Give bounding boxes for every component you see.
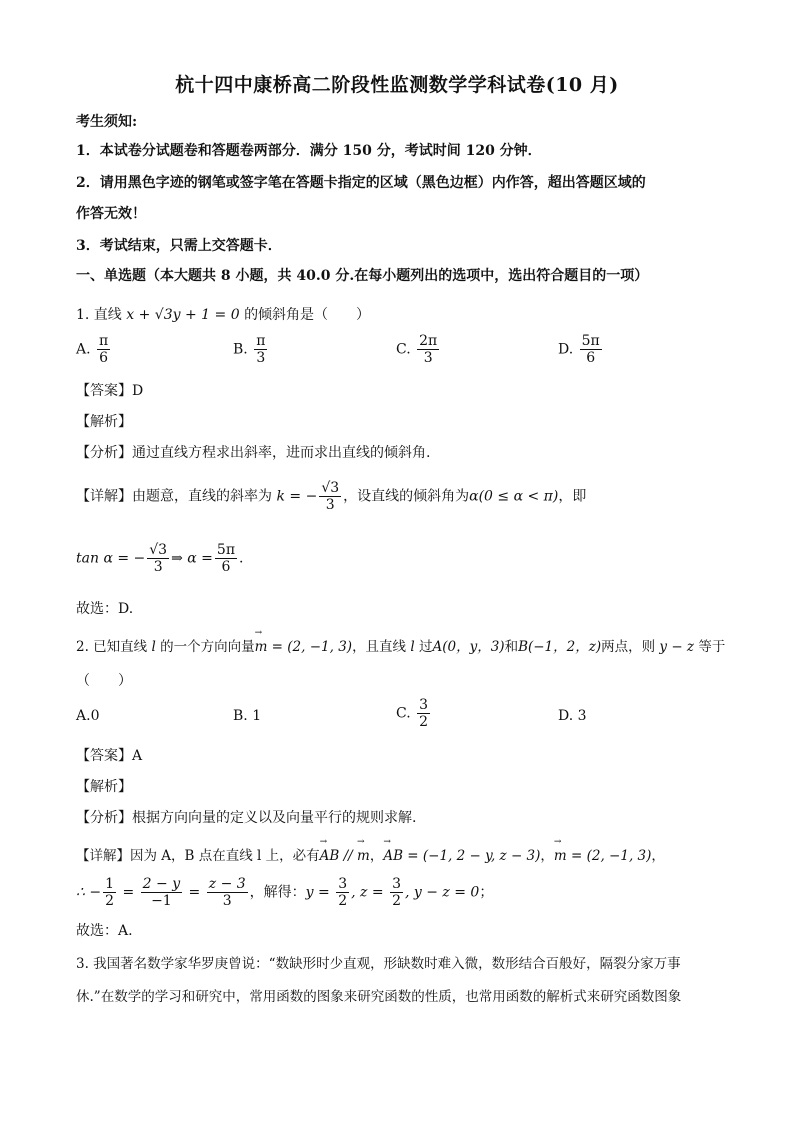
option-letter: D. (558, 708, 574, 724)
q1-option-b (233, 333, 269, 366)
point-b: B(−1，2，z) (518, 639, 602, 655)
frac-den: 3 (256, 350, 266, 366)
frac-den: 3 (222, 893, 232, 909)
detail-text: ，设直线的倾斜角为 (343, 488, 470, 505)
frac-num: 5π (216, 542, 236, 558)
ratio-fraction-1 (103, 876, 116, 909)
q2-text: 和 (504, 639, 519, 655)
q1-option-c (396, 333, 441, 366)
slope-fraction (319, 480, 341, 513)
option-letter: A. (76, 708, 91, 724)
vector-m-value: = (2, −1, 3) (566, 848, 652, 864)
frac-num: 3 (338, 876, 348, 892)
detail-text: ，即 (558, 488, 587, 505)
vector-m: → m (255, 639, 268, 655)
y-fraction (336, 876, 349, 909)
vector-m-value: = (2, −1, 3) (267, 639, 353, 655)
q2-analysis-tag (76, 776, 132, 796)
option-fraction (254, 333, 267, 366)
frac-num: 5π (581, 333, 600, 349)
frac-den: 2 (338, 893, 348, 909)
notice-item-2: 2．请用黑色字迹的钢笔或签字笔在答题卡指定的区域（黑色边框）内作答，超出答题区域的 (76, 175, 646, 191)
question-2-bracket: （ ） (76, 673, 132, 689)
q2-detail (76, 844, 665, 864)
frac-num: π (256, 333, 266, 349)
option-fraction (97, 333, 110, 366)
z-equals: , z = (351, 884, 389, 901)
q1-option-a (76, 333, 112, 366)
q2-option-b (233, 708, 261, 724)
vector-m: → m (554, 848, 567, 864)
answer-value: D (132, 383, 144, 399)
q1-fenxi (76, 442, 430, 462)
option-letter: D. (558, 341, 574, 358)
line-l: l (147, 639, 161, 655)
q2-text: 2. 已知直线 (76, 639, 148, 655)
detail-text: 由题意，直线的斜率为 (132, 488, 272, 505)
y-minus-z-result: , y − z = 0 (404, 884, 480, 901)
vector-ab: → AB (383, 848, 403, 864)
y-minus-z: y − z (655, 639, 699, 655)
fenxi-tag: 【分析】 (76, 445, 132, 461)
point-a: A(0，y，3) (432, 639, 505, 655)
separator: ， (651, 848, 665, 864)
notice-item-2-cont: 作答无效！ (76, 206, 146, 222)
frac-den: −1 (151, 893, 172, 909)
alpha-range: α(0 ≤ α < π) (469, 488, 559, 505)
therefore-sign: ∴ − (76, 884, 102, 901)
q1-detail (76, 480, 586, 513)
z-fraction (390, 876, 403, 909)
semicolon: ； (479, 884, 494, 901)
frac-num: 2π (419, 333, 438, 349)
ratio-fraction-3 (207, 876, 248, 909)
frac-num: 2 − y (142, 876, 181, 892)
analysis-tag: 【解析】 (76, 779, 132, 795)
q2-fenxi (76, 807, 416, 827)
frac-num: π (99, 333, 109, 349)
page-title: 杭十四中康桥高二阶段性监测数学学科试卷(10 月) (175, 74, 619, 96)
question-1-stem (76, 304, 370, 324)
frac-num: 3 (419, 697, 429, 713)
q1-tan-line (76, 542, 243, 575)
analysis-tag: 【解析】 (76, 414, 132, 430)
frac-num: 3 (392, 876, 401, 892)
detail-tag: 【详解】 (76, 848, 130, 864)
option-letter: B. (233, 341, 248, 358)
fenxi-tag: 【分析】 (76, 810, 132, 826)
q2-conclusion: 故选：A. (76, 923, 133, 939)
answer-value: A (132, 748, 143, 764)
frac-den: 2 (105, 893, 115, 909)
q2-text: ，且直线 (352, 639, 407, 655)
tan-fraction (147, 542, 169, 575)
q2-option-a (76, 708, 99, 724)
q2-ratio-line (76, 876, 493, 909)
option-value: 0 (90, 708, 100, 724)
detail-tag: 【详解】 (76, 488, 132, 505)
vector-m: → m (357, 848, 370, 864)
q2-text: 等于 (698, 639, 726, 655)
notice-heading: 考生须知: (76, 114, 138, 130)
q1-equation: x + √3y + 1 = 0 (126, 307, 240, 323)
frac-den: 2 (419, 714, 429, 730)
fenxi-text: 通过直线方程求出斜率，进而求出直线的倾斜角. (132, 445, 431, 461)
equals-sign: = (184, 884, 205, 901)
frac-num: √3 (321, 480, 340, 496)
frac-den: 6 (221, 559, 231, 575)
option-letter: C. (396, 341, 411, 358)
option-letter: C. (396, 705, 411, 722)
option-letter: B. (233, 708, 248, 724)
frac-num: √3 (149, 542, 168, 558)
ratio-fraction-2 (141, 876, 182, 909)
q2-text: 的一个方向向量 (160, 639, 255, 655)
q1-option-d (558, 333, 604, 366)
frac-den: 6 (586, 350, 596, 366)
frac-num: 1 (105, 876, 115, 892)
line-l: l (406, 639, 419, 655)
q1-prefix: 1. 直线 (76, 307, 122, 323)
q1-conclusion: 故选：D. (76, 601, 134, 617)
question-3-line-1: 3. 我国著名数学家华罗庚曾说：“数缺形时少直观，形缺数时难入微，数形结合百般好，隔裂分家万事 (76, 956, 681, 972)
option-value: 3 (577, 708, 587, 724)
tan-implies: ⇒ α = (171, 550, 213, 567)
q2-answer (76, 745, 142, 765)
section-heading: 一、单选题（本大题共 8 小题，共 40.0 分.在每小题列出的选项中，选出符合题目的一项） (76, 268, 649, 284)
separator: ， (369, 848, 384, 864)
frac-den: 6 (99, 350, 109, 366)
question-3-line-2: 休.”在数学的学习和研究中，常用函数的图象来研究函数的性质，也常用函数的解析式来研究函数图象 (76, 989, 682, 1005)
solve-text: ，解得： (249, 884, 306, 901)
q1-analysis-tag (76, 411, 132, 431)
option-value: 1 (252, 708, 262, 724)
answer-tag: 【答案】 (76, 383, 132, 399)
tan-lhs: tan α = − (76, 550, 146, 567)
option-fraction (417, 697, 430, 730)
vector-ab: → AB (320, 848, 340, 864)
option-fraction (580, 333, 602, 366)
option-letter: A. (76, 341, 91, 358)
option-fraction (417, 333, 439, 366)
detail-text: 因为 A，B 点在直线 l 上，必有 (130, 848, 320, 864)
answer-tag: 【答案】 (76, 748, 132, 764)
frac-den: 2 (392, 893, 401, 909)
frac-den: 3 (325, 497, 335, 513)
parallel-sign: // (339, 848, 358, 864)
vector-ab-value: = (−1, 2 − y, z − 3) (403, 848, 541, 864)
q2-option-c (396, 697, 432, 730)
q1-answer (76, 380, 143, 400)
slope-k: k = − (276, 488, 318, 505)
q2-text: 两点，则 (601, 639, 656, 655)
frac-den: 3 (153, 559, 163, 575)
equals-sign: = (118, 884, 139, 901)
fenxi-text: 根据方向向量的定义以及向量平行的规则求解. (132, 810, 417, 826)
q2-option-d (558, 708, 587, 724)
alpha-fraction (215, 542, 237, 575)
notice-item-1: 1．本试卷分试题卷和答题卷两部分．满分 150 分，考试时间 120 分钟． (76, 143, 542, 159)
frac-num: z − 3 (208, 876, 246, 892)
q1-suffix: 的倾斜角是（ ） (244, 307, 371, 323)
period: . (239, 550, 244, 567)
y-equals: y = (305, 884, 335, 901)
q2-text: 过 (418, 639, 433, 655)
separator: ， (540, 848, 554, 864)
frac-den: 3 (423, 350, 433, 366)
question-2-stem (76, 635, 725, 655)
notice-item-3: 3．考试结束，只需上交答题卡． (76, 238, 282, 254)
